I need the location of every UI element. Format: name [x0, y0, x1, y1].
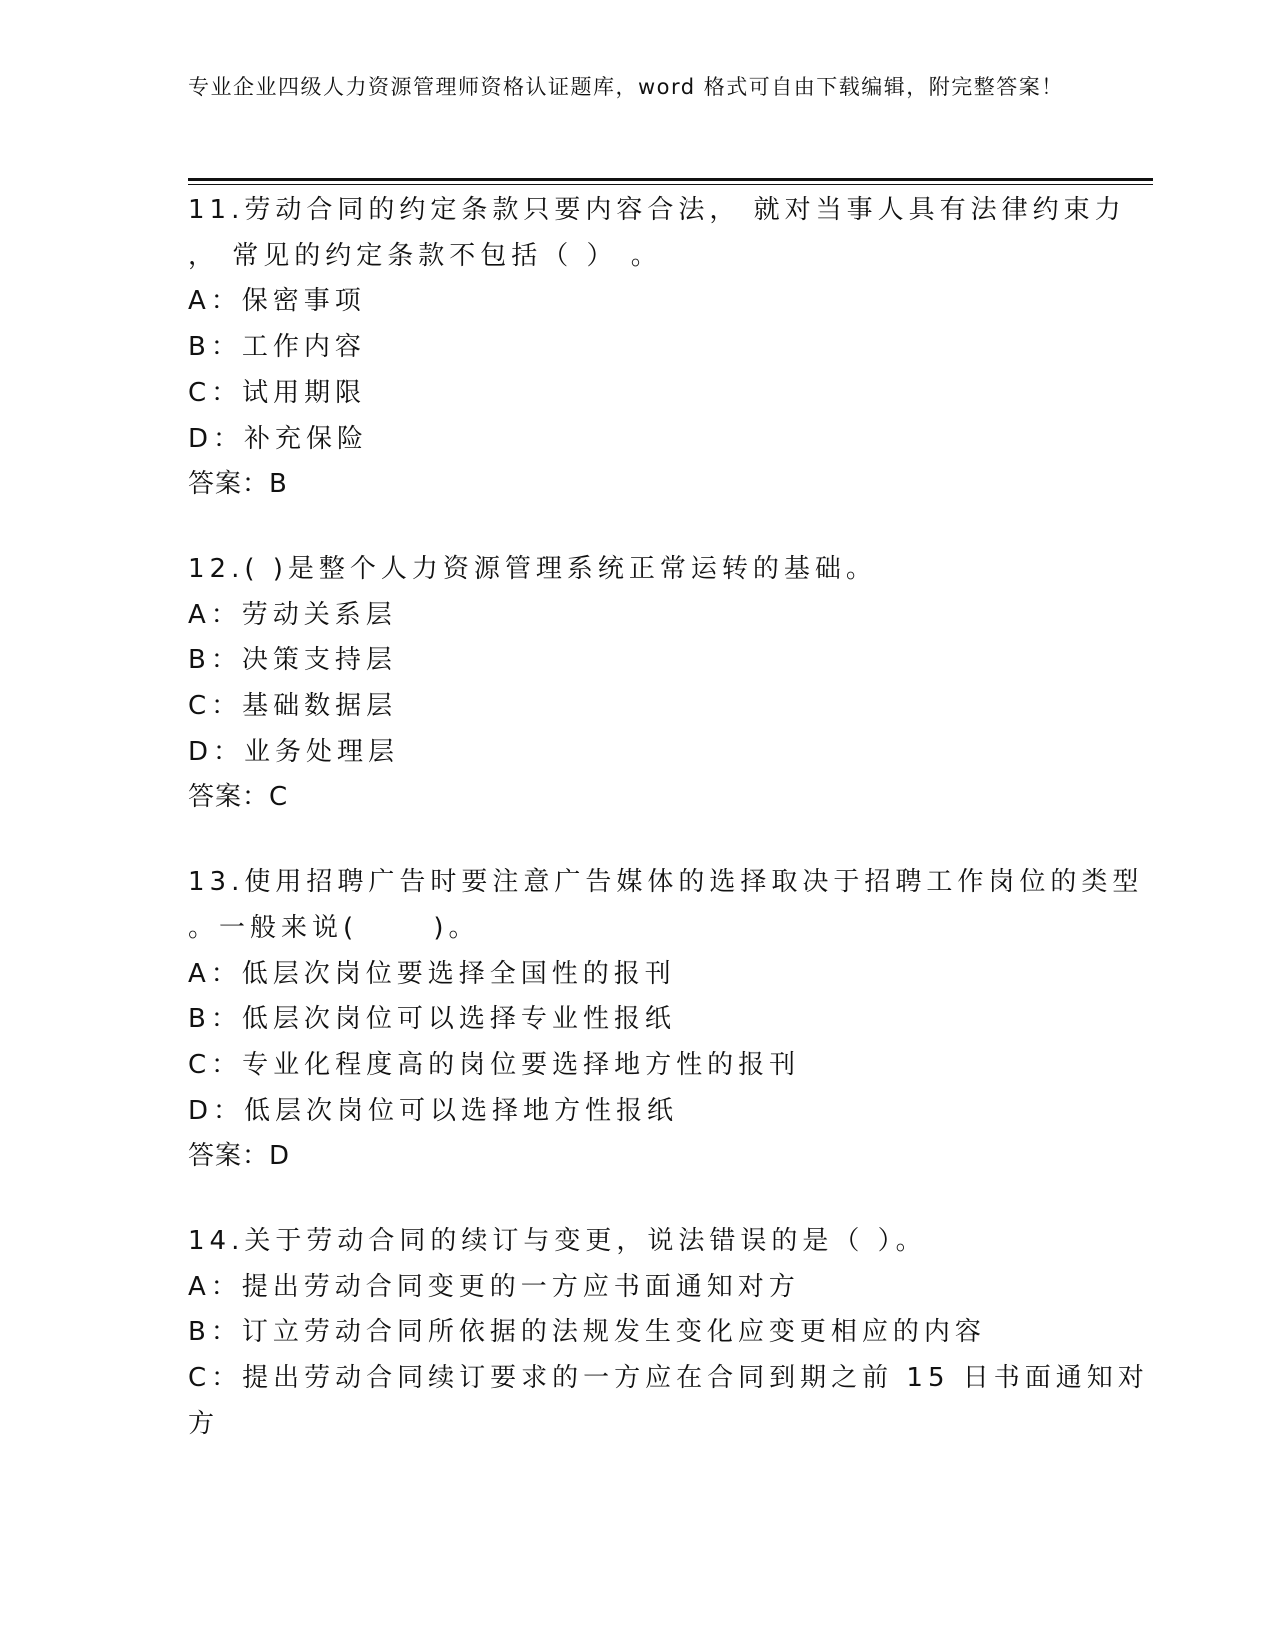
option-c: C：基础数据层: [188, 691, 398, 722]
option-c: C：提出劳动合同续订要求的一方应在合同到期之前 15 日书面通知对: [188, 1363, 1149, 1394]
option-b: B：决策支持层: [188, 645, 397, 676]
question-stem-line: ， 常见的约定条款不包括（ ） 。: [188, 240, 662, 271]
question-stem-line: 12.( )是整个人力资源管理系统正常运转的基础。: [188, 553, 877, 584]
option-b: B：工作内容: [188, 332, 366, 363]
question-stem-line: 14.关于劳动合同的续订与变更，说法错误的是（ ）。: [188, 1226, 927, 1257]
header-rule-thick: [188, 178, 1153, 181]
option-c: C：专业化程度高的岗位要选择地方性的报刊: [188, 1049, 801, 1080]
option-c: C：试用期限: [188, 377, 367, 408]
question-stem-line: 13.使用招聘广告时要注意广告媒体的选择取决于招聘工作岗位的类型: [188, 867, 1144, 898]
option-d: D：低层次岗位可以选择地方性报纸: [188, 1095, 679, 1126]
question-stem-line: 。一般来说( )。: [188, 912, 480, 943]
option-d: D：业务处理层: [188, 736, 400, 767]
question-14: [188, 1219, 1149, 1448]
answer-line: 答案：D: [188, 1141, 291, 1172]
answer-line: 答案：C: [188, 782, 289, 813]
option-a: A：保密事项: [188, 286, 366, 317]
question-stem-line: 11.劳动合同的约定条款只要内容合法， 就对当事人具有法律约束力: [188, 195, 1126, 225]
option-b: B：低层次岗位可以选择专业性报纸: [188, 1004, 676, 1035]
option-d: D：补充保险: [188, 423, 369, 454]
option-a: A：提出劳动合同变更的一方应书面通知对方: [188, 1271, 800, 1302]
question-13: [188, 860, 1144, 1180]
answer-line: 答案：B: [188, 469, 288, 500]
document-header: 专业企业四级人力资源管理师资格认证题库，word 格式可自由下载编辑，附完整答案！: [188, 75, 1064, 99]
option-a: A：低层次岗位要选择全国性的报刊: [188, 958, 676, 989]
option-b: B：订立劳动合同所依据的法规发生变化应变更相应的内容: [188, 1317, 986, 1348]
option-a: A：劳动关系层: [188, 599, 397, 630]
question-12: [188, 547, 1088, 821]
question-11: [188, 188, 1126, 508]
question-list: [188, 188, 1149, 1487]
option-c-continuation: 方: [188, 1408, 220, 1439]
header-rule-thin: [188, 184, 1153, 185]
